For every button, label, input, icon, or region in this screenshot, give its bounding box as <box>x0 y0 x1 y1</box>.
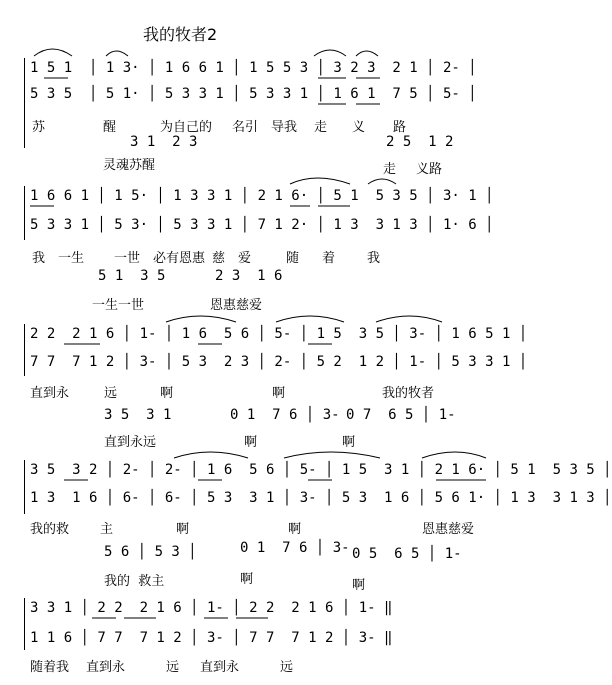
lyric-word: 一生 <box>58 251 85 266</box>
alt-part-lyric: 啊 <box>342 435 356 450</box>
slur-mark <box>106 51 128 56</box>
lyric-word: 直到永 <box>86 660 126 675</box>
alt-part-lyric: 直到永远 <box>104 435 157 450</box>
lyric-word: 远 <box>166 660 180 675</box>
lyric-word: 我的救 <box>30 522 70 537</box>
alt-part-lyric: 一生一世 <box>92 298 145 313</box>
score-line-upper: 3 3 1 │ 2 2 2 1 6 │ 1- │ 2 2 2 1 6 │ 1- ‖ <box>30 600 393 616</box>
alt-part-lyric: 啊 <box>352 578 366 593</box>
slur-mark <box>276 316 344 322</box>
lyric-word: 必有恩惠 <box>153 251 206 266</box>
score-line-upper: 1 6 6 1 │ 1 5· │ 1 3 3 1 │ 2 1 6· │ 5 1 5 3 5 │ 3· 1 │ <box>30 188 494 204</box>
alt-part-notes: 2 3 1 6 <box>215 268 283 284</box>
slur-mark <box>356 51 378 56</box>
page-title: 我的牧者2 <box>143 25 218 44</box>
score-line-lower: 5 3 3 1 │ 5 3· │ 5 3 3 1 │ 7 1 2· │ 1 3 3 1 3 │ 1· 6 │ <box>30 217 494 233</box>
lyric-word: 远 <box>280 660 294 675</box>
slur-mark <box>284 452 380 458</box>
score-line-lower: 1 1 6 │ 7 7 7 1 2 │ 3- │ 7 7 7 1 2 │ 3- ‖ <box>30 630 393 646</box>
slur-mark <box>368 179 396 184</box>
score-line-lower: 7 7 7 1 2 │ 3- │ 5 3 2 3 │ 2- │ 5 2 1 2 │ 1- │ 5 3 3 1 │ <box>30 354 528 370</box>
lyric-word: 啊 <box>288 522 302 537</box>
lyric-word: 为自己的 <box>160 120 213 135</box>
alt-part-lyric: 啊 <box>240 572 254 587</box>
lyric-word: 名引 <box>232 120 259 135</box>
score-line-upper: 2 2 2 1 6 │ 1- │ 1 6 5 6 │ 5- │ 1 5 3 5 │ 3- │ 1 6 5 1 │ <box>30 326 528 342</box>
alt-part-notes: 0 5 6 5 │ 1- <box>352 546 462 562</box>
alt-part-notes: 2 5 1 2 <box>386 134 454 150</box>
lyric-word: 一世 <box>114 251 141 266</box>
lyric-word: 恩惠慈爱 <box>422 522 475 537</box>
lyric-word: 导我 <box>271 120 298 135</box>
slur-mark <box>290 178 350 184</box>
lyric-word: 随 <box>286 251 300 266</box>
lyric-word: 爱 <box>238 251 252 266</box>
alt-part-notes: 5 1 3 5 <box>98 268 166 284</box>
lyric-word: 我的牧者 <box>382 386 435 401</box>
alt-part-notes: 3 1 2 3 <box>130 134 198 150</box>
alt-part-lyric: 灵魂苏醒 <box>103 158 156 173</box>
alt-part-notes: 0 1 7 6 │ 3- <box>230 407 340 423</box>
lyric-word: 我 <box>367 251 381 266</box>
lyric-word: 随着我 <box>30 660 70 675</box>
lyric-word: 苏 <box>32 120 46 135</box>
slur-mark <box>422 452 486 458</box>
score-line-lower: 5 3 5 │ 5 1· │ 5 3 3 1 │ 5 3 3 1 │ 1 6 1 7 5 │ 5- │ <box>30 86 477 102</box>
lyric-word: 啊 <box>160 386 174 401</box>
lyric-word: 啊 <box>272 386 286 401</box>
lyric-word: 啊 <box>176 522 190 537</box>
slur-mark <box>174 452 248 458</box>
lyric-word: 义 <box>352 120 366 135</box>
slur-mark <box>314 50 346 56</box>
alt-part-notes: 3 5 3 1 <box>104 407 172 423</box>
score-line-lower: 1 3 1 6 │ 6- │ 6- │ 5 3 3 1 │ 3- │ 5 3 1 6 │ 5 6 1· │ 1 3 3 1 3 │ <box>30 490 612 506</box>
slur-mark <box>166 316 236 322</box>
slur-mark <box>34 49 72 56</box>
alt-part-lyric: 义路 <box>416 162 443 177</box>
lyric-word: 路 <box>393 120 407 135</box>
lyric-word: 直到永 <box>30 386 70 401</box>
alt-part-notes: 0 7 6 5 │ 1- <box>346 407 456 423</box>
alt-part-notes: 0 1 7 6 │ 3- <box>240 540 350 556</box>
lyric-word: 着 <box>322 251 336 266</box>
score-line-upper: 3 5 3 2 │ 2- │ 2- │ 1 6 5 6 │ 5- │ 1 5 3 1 │ 2 1 6· │ 5 1 5 3 5 │ <box>30 462 612 478</box>
lyric-word: 醒 <box>103 120 117 135</box>
lyric-word: 直到永 <box>200 660 240 675</box>
alt-part-lyric: 走 <box>383 162 397 177</box>
score-line-upper: 1 5 1 │ 1 3· │ 1 6 6 1 │ 1 5 5 3 │ 3 2 3 2 1 │ 2- │ <box>30 60 477 76</box>
slur-mark <box>376 316 442 322</box>
lyric-word: 远 <box>104 386 118 401</box>
lyric-word: 我 <box>32 251 46 266</box>
alt-part-lyric: 我的 救主 <box>104 574 165 589</box>
lyric-word: 慈 <box>212 251 226 266</box>
lyric-word: 走 <box>314 120 328 135</box>
alt-part-lyric: 恩惠慈爱 <box>210 298 263 313</box>
alt-part-notes: 5 6 │ 5 3 │ <box>104 544 197 560</box>
alt-part-lyric: 啊 <box>244 435 258 450</box>
lyric-word: 主 <box>100 522 114 537</box>
